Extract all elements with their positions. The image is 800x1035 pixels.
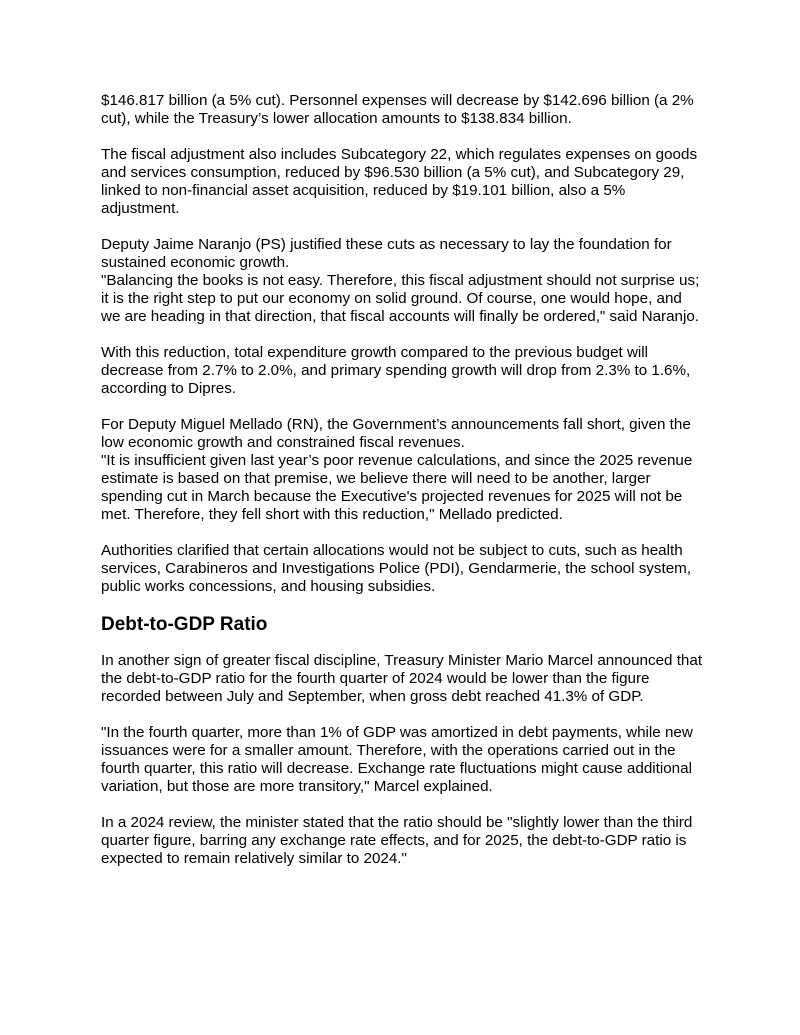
paragraph-mellado-quote: "It is insufficient given last year’s poor revenue calculations, and since the 2025 revenue estimate is based on that premise, we believe there will need to be another, larger spending cut in March because the Executive's projected revenues for 2025 will not be met. Therefore, they fell short with this reduction," Mellado predicted. — [101, 452, 693, 523]
paragraph-2024-review: In a 2024 review, the minister stated that the ratio should be "slightly lower than the third quarter figure, barring any exchange rate effects, and for 2025, the debt-to-GDP ratio is expected to remain relatively similar to 2024." — [101, 814, 693, 867]
paragraph-marcel-quote: "In the fourth quarter, more than 1% of GDP was amortized in debt payments, while new issuances were for a smaller amount. Therefore, with the operations carried out in the fourth quarter, this ratio will decrease. Exchange rate fluctuations might cause additional variation, but those are more transitory," Marcel explained. — [101, 724, 693, 795]
paragraph-exemptions: Authorities clarified that certain allocations would not be subject to cuts, such as health services, Carabineros and Investigations Police (PDI), Gendarmerie, the school system, public works concessions, and housing subsidies. — [101, 542, 692, 595]
paragraph-mellado-intro: For Deputy Miguel Mellado (RN), the Government’s announcements fall short, given the low economic growth and constrained fiscal revenues. — [101, 416, 691, 451]
paragraph-expenses: $146.817 billion (a 5% cut). Personnel expenses will decrease by $142.696 billion (a 2% cut), while the Treasury’s lower allocation amounts to $138.834 billion. — [101, 92, 694, 127]
document-page — [101, 92, 705, 886]
paragraph-naranjo-intro: Deputy Jaime Naranjo (PS) justified these cuts as necessary to lay the foundation for sustained economic growth. — [101, 236, 672, 271]
paragraph-subcategories: The fiscal adjustment also includes Subcategory 22, which regulates expenses on goods and services consumption, reduced by $96.530 billion (a 5% cut), and Subcategory 29, linked to non-financial asset acquisition, reduced by $19.101 billion, also a 5% adjustment. — [101, 146, 698, 217]
paragraph-expenditure-growth: With this reduction, total expenditure growth compared to the previous budget will decrease from 2.7% to 2.0%, and primary spending growth will drop from 2.3% to 1.6%, according to Dipres. — [101, 344, 691, 397]
section-heading-debt-to-gdp: Debt-to-GDP Ratio — [101, 614, 268, 635]
paragraph-naranjo-quote: "Balancing the books is not easy. Therefore, this fiscal adjustment should not surprise us; it is the right step to put our economy on solid ground. Of course, one would hope, and we are heading in that direction, that fiscal accounts will finally be ordered," said Naranjo. — [101, 272, 700, 325]
paragraph-debt-announcement: In another sign of greater fiscal discipline, Treasury Minister Mario Marcel announced that the debt-to-GDP ratio for the fourth quarter of 2024 would be lower than the figure recorded between July and September, when gross debt reached 41.3% of GDP. — [101, 652, 703, 705]
